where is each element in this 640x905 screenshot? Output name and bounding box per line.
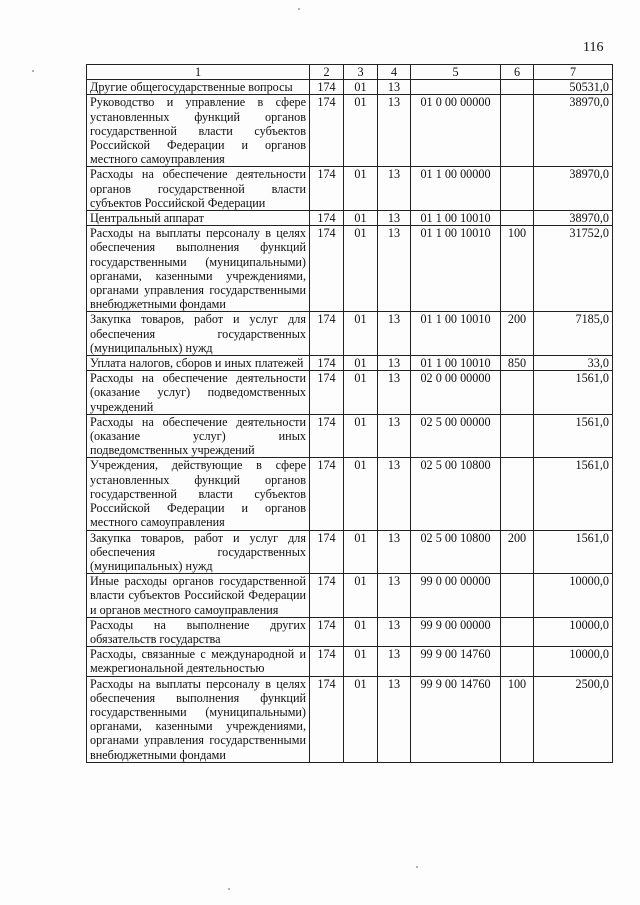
subsection-code-cell: 13 [378, 312, 411, 356]
row-name-cell: Учреждения, действующие в сфере установленных функций органов государственной власти субъектов Российской Федерации и органов местного самоуправления [87, 458, 310, 530]
section-code-cell: 01 [344, 356, 378, 371]
column-header: 3 [344, 65, 378, 80]
row-name-cell: Иные расходы органов государственной власти субъектов Российской Федерации и органов местного самоуправления [87, 574, 310, 618]
subsection-code-cell: 13 [378, 226, 411, 312]
expense-type-cell [501, 617, 534, 646]
expense-type-cell: 100 [501, 226, 534, 312]
page-number: 116 [583, 40, 604, 55]
column-header: 1 [87, 65, 310, 80]
row-name-cell: Расходы на выплаты персоналу в целях обеспечения выполнения функций государственными (муниципальными) органами, казенными учреждениями, органами управления государственными внебюджетными фондами [87, 226, 310, 312]
admin-code-cell: 174 [310, 356, 344, 371]
amount-cell: 10000,0 [534, 574, 613, 618]
admin-code-cell: 174 [310, 574, 344, 618]
expense-type-cell: 100 [501, 676, 534, 762]
row-name-cell: Расходы на обеспечение деятельности органов государственной власти субъектов Российской Федерации [87, 167, 310, 211]
section-code-cell: 01 [344, 676, 378, 762]
admin-code-cell: 174 [310, 312, 344, 356]
subsection-code-cell: 13 [378, 80, 411, 95]
target-article-cell: 99 9 00 14760 [411, 647, 501, 676]
table-row [87, 530, 613, 574]
table-row [87, 167, 613, 211]
section-code-cell: 01 [344, 458, 378, 530]
table-row [87, 312, 613, 356]
section-code-cell: 01 [344, 371, 378, 415]
subsection-code-cell: 13 [378, 356, 411, 371]
row-name-cell: Закупка товаров, работ и услуг для обеспечения государственных (муниципальных) нужд [87, 312, 310, 356]
table-row [87, 226, 613, 312]
row-name-cell: Расходы, связанные с международной и межрегиональной деятельностью [87, 647, 310, 676]
expense-type-cell [501, 647, 534, 676]
row-name-cell: Закупка товаров, работ и услуг для обеспечения государственных (муниципальных) нужд [87, 530, 310, 574]
row-name-cell: Руководство и управление в сфере установленных функций органов государственной власти субъектов Российской Федерации и органов местного самоуправления [87, 95, 310, 167]
expense-type-cell [501, 371, 534, 415]
expense-type-cell [501, 167, 534, 211]
table-row [87, 458, 613, 530]
admin-code-cell: 174 [310, 647, 344, 676]
admin-code-cell: 174 [310, 530, 344, 574]
table-row [87, 676, 613, 762]
target-article-cell: 99 0 00 00000 [411, 574, 501, 618]
table-row [87, 371, 613, 415]
subsection-code-cell: 13 [378, 414, 411, 458]
target-article-cell: 01 0 00 00000 [411, 95, 501, 167]
row-name-cell: Уплата налогов, сборов и иных платежей [87, 356, 310, 371]
expense-type-cell: 850 [501, 356, 534, 371]
subsection-code-cell: 13 [378, 647, 411, 676]
scan-speck [416, 866, 418, 868]
amount-cell: 10000,0 [534, 647, 613, 676]
table-row [87, 617, 613, 646]
budget-table [86, 64, 613, 763]
table-header-row [87, 65, 613, 80]
table-row [87, 574, 613, 618]
subsection-code-cell: 13 [378, 211, 411, 226]
section-code-cell: 01 [344, 167, 378, 211]
column-header: 4 [378, 65, 411, 80]
table-row [87, 356, 613, 371]
target-article-cell: 01 1 00 00000 [411, 167, 501, 211]
row-name-cell: Расходы на обеспечение деятельности (оказание услуг) иных подведомственных учреждений [87, 414, 310, 458]
amount-cell: 38970,0 [534, 211, 613, 226]
table-row [87, 80, 613, 95]
section-code-cell: 01 [344, 530, 378, 574]
target-article-cell: 02 5 00 00000 [411, 414, 501, 458]
column-header: 6 [501, 65, 534, 80]
subsection-code-cell: 13 [378, 167, 411, 211]
expense-type-cell [501, 414, 534, 458]
amount-cell: 2500,0 [534, 676, 613, 762]
row-name-cell: Расходы на выплаты персоналу в целях обеспечения выполнения функций государственными (муниципальными) органами, казенными учреждениями, органами управления государственными внебюджетными фондами [87, 676, 310, 762]
row-name-cell: Расходы на выполнение других обязательств государства [87, 617, 310, 646]
section-code-cell: 01 [344, 80, 378, 95]
target-article-cell: 02 0 00 00000 [411, 371, 501, 415]
table-row [87, 647, 613, 676]
admin-code-cell: 174 [310, 226, 344, 312]
column-header: 7 [534, 65, 613, 80]
scan-speck [32, 70, 34, 72]
target-article-cell: 01 1 00 10010 [411, 211, 501, 226]
expense-type-cell [501, 458, 534, 530]
expense-type-cell: 200 [501, 312, 534, 356]
admin-code-cell: 174 [310, 371, 344, 415]
scan-speck [298, 8, 300, 10]
section-code-cell: 01 [344, 226, 378, 312]
admin-code-cell: 174 [310, 458, 344, 530]
target-article-cell [411, 80, 501, 95]
section-code-cell: 01 [344, 95, 378, 167]
expense-type-cell [501, 211, 534, 226]
target-article-cell: 01 1 00 10010 [411, 356, 501, 371]
section-code-cell: 01 [344, 647, 378, 676]
target-article-cell: 02 5 00 10800 [411, 530, 501, 574]
subsection-code-cell: 13 [378, 371, 411, 415]
section-code-cell: 01 [344, 414, 378, 458]
admin-code-cell: 174 [310, 167, 344, 211]
expense-type-cell [501, 80, 534, 95]
amount-cell: 10000,0 [534, 617, 613, 646]
subsection-code-cell: 13 [378, 676, 411, 762]
admin-code-cell: 174 [310, 80, 344, 95]
row-name-cell: Расходы на обеспечение деятельности (оказание услуг) подведомственных учреждений [87, 371, 310, 415]
target-article-cell: 99 9 00 00000 [411, 617, 501, 646]
amount-cell: 31752,0 [534, 226, 613, 312]
admin-code-cell: 174 [310, 617, 344, 646]
subsection-code-cell: 13 [378, 574, 411, 618]
amount-cell: 1561,0 [534, 414, 613, 458]
table-row [87, 95, 613, 167]
amount-cell: 33,0 [534, 356, 613, 371]
section-code-cell: 01 [344, 617, 378, 646]
table-row [87, 414, 613, 458]
amount-cell: 50531,0 [534, 80, 613, 95]
target-article-cell: 01 1 00 10010 [411, 312, 501, 356]
amount-cell: 1561,0 [534, 530, 613, 574]
row-name-cell: Центральный аппарат [87, 211, 310, 226]
amount-cell: 7185,0 [534, 312, 613, 356]
expense-type-cell: 200 [501, 530, 534, 574]
subsection-code-cell: 13 [378, 530, 411, 574]
column-header: 5 [411, 65, 501, 80]
amount-cell: 1561,0 [534, 458, 613, 530]
section-code-cell: 01 [344, 211, 378, 226]
table-row [87, 211, 613, 226]
amount-cell: 1561,0 [534, 371, 613, 415]
subsection-code-cell: 13 [378, 95, 411, 167]
section-code-cell: 01 [344, 574, 378, 618]
column-header: 2 [310, 65, 344, 80]
admin-code-cell: 174 [310, 95, 344, 167]
target-article-cell: 02 5 00 10800 [411, 458, 501, 530]
target-article-cell: 99 9 00 14760 [411, 676, 501, 762]
amount-cell: 38970,0 [534, 167, 613, 211]
admin-code-cell: 174 [310, 414, 344, 458]
scan-speck [228, 888, 230, 890]
row-name-cell: Другие общегосударственные вопросы [87, 80, 310, 95]
subsection-code-cell: 13 [378, 458, 411, 530]
section-code-cell: 01 [344, 312, 378, 356]
expense-type-cell [501, 574, 534, 618]
target-article-cell: 01 1 00 10010 [411, 226, 501, 312]
amount-cell: 38970,0 [534, 95, 613, 167]
expense-type-cell [501, 95, 534, 167]
admin-code-cell: 174 [310, 211, 344, 226]
subsection-code-cell: 13 [378, 617, 411, 646]
admin-code-cell: 174 [310, 676, 344, 762]
